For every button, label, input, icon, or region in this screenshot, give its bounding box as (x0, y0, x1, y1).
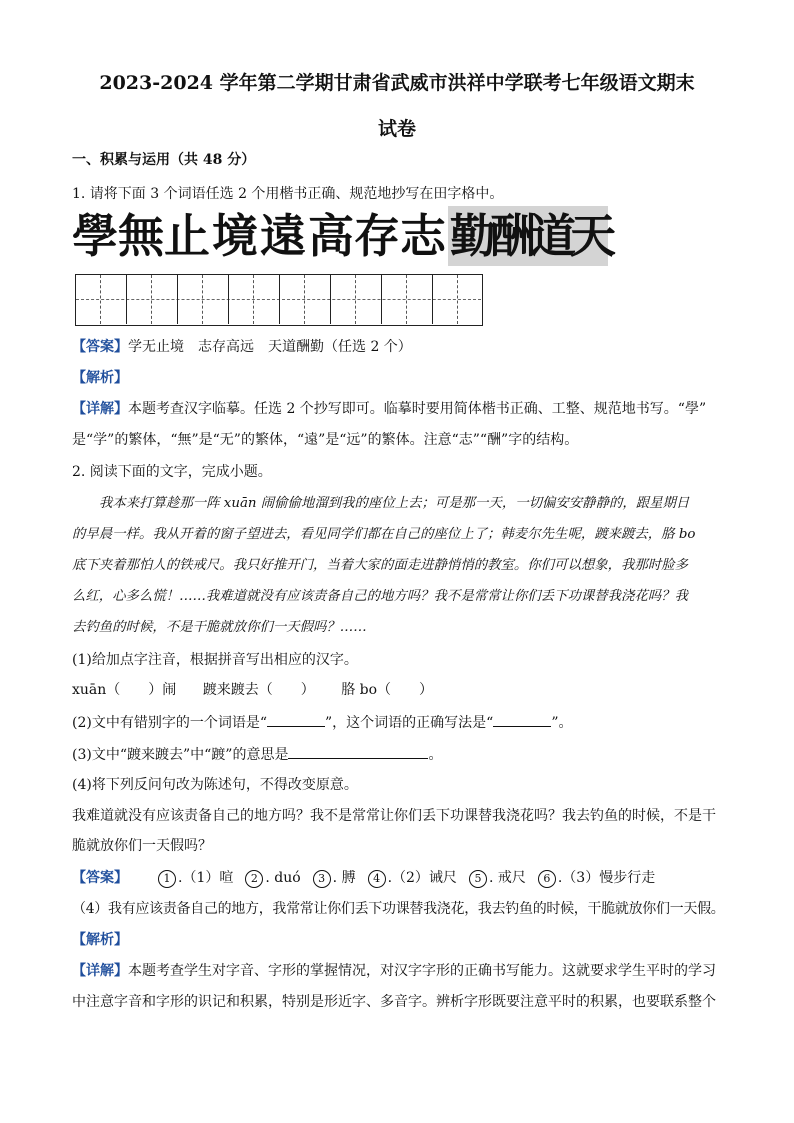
passage-line-5: 去钓鱼的时候，不是干脆就放你们一天假吗？…… (72, 620, 367, 635)
q1-detail-line-2: 是“学”的繁体，“無”是“无”的繁体，“遠”是“远”的繁体。注意“志”“酬”字的结构。 (72, 432, 579, 448)
q2-sub1-prompt: (1)给加点字注音，根据拼音写出相应的汉字。 (72, 652, 358, 668)
q2-detail-line-1 (72, 961, 724, 981)
q2-sub2 (72, 712, 724, 733)
answer-2: . duó (265, 870, 301, 886)
grid-cell-half (229, 275, 254, 324)
q2-detail-text-1: 本题考查学生对字音、字形的掌握情况，对汉字字形的正确书写能力。这就要求学生平时的学习 (128, 963, 716, 979)
grid-cell-half (254, 275, 280, 324)
exam-title-line-2: 试卷 (377, 118, 416, 140)
answer-tag: 【答案】 (72, 339, 128, 355)
sub2-blank-wrong-word[interactable] (267, 712, 325, 727)
answer-4: .（2）诫尺 (387, 870, 457, 886)
calligraphy-char: 無 (118, 209, 164, 263)
calligraphy-char: 道 (530, 209, 576, 263)
calligraphy-char: 存 (354, 209, 400, 263)
answer-5: . 戒尺 (488, 870, 526, 886)
sub1-item-bo[interactable]: 胳 bo（ ） (341, 682, 434, 698)
sub3-text-a: (3)文中“踱来踱去”中“踱”的意思是 (72, 747, 289, 763)
grid-cell-half (331, 275, 356, 324)
answer-tag: 【答案】 (72, 870, 128, 886)
sub1-item-xuan[interactable]: xuān（ ）闹 (72, 682, 177, 698)
answer-number-6: 6 (538, 870, 556, 888)
answer-number-1: 1 (158, 870, 176, 888)
grid-cell-half (433, 275, 458, 324)
calligraphy-char: 遠 (260, 209, 306, 263)
answer-6: .（3）慢步行走 (557, 870, 656, 886)
question-1-prompt: 1. 请将下面 3 个词语任选 2 个用楷书正确、规范地抄写在田字格中。 (72, 186, 504, 202)
detail-tag: 【详解】 (72, 401, 128, 417)
calligraphy-sample (72, 206, 616, 266)
q2-sub1-items (72, 680, 724, 700)
answer-number-5: 5 (469, 870, 487, 888)
q2-sub4-text-2: 脆就放你们一天假吗？ (72, 838, 212, 854)
q2-answer-line (72, 868, 724, 888)
calligraphy-char: 勤 (450, 209, 496, 263)
grid-cell-half (203, 275, 229, 324)
sub3-text-b: 。 (428, 747, 443, 763)
q2-analysis-tag: 【解析】 (72, 932, 128, 948)
q2-answer-4: （4）我有应该责备自己的地方，我常常让你们丢下功课替我浇花，我去钓鱼的时候，干脆就放你们一天假。 (72, 901, 725, 917)
passage-line-2: 的早晨一样。我从开着的窗子望进去，看见同学们都在自己的座位上了；韩麦尔先生呢，踱来踱去，胳 bo (72, 527, 696, 542)
exam-title-line-1: 2023-2024 学年第二学期甘肃省武威市洪祥中学联考七年级语文期末 (99, 72, 695, 94)
passage-line-3: 底下夹着那怕人的铁戒尺。我只好推开门，当着大家的面走进静悄悄的教室。你们可以想象，我那时脸多 (72, 558, 688, 573)
calligraphy-char: 志 (400, 209, 446, 263)
grid-cell-half (127, 275, 152, 324)
passage-line-1: 我本来打算趁那一阵 xuān 闹偷偷地溜到我的座位上去；可是那一天，一切偏安安静静的，跟星期日 (99, 496, 690, 511)
calligraphy-char: 境 (212, 209, 258, 263)
grid-cell-half (305, 275, 331, 324)
sub2-text-b: ”，这个词语的正确写法是“ (325, 715, 494, 731)
grid-cell-half (152, 275, 178, 324)
answer-number-2: 2 (245, 870, 263, 888)
q1-answer-line (72, 337, 724, 357)
grid-cell-half (101, 275, 127, 324)
q2-sub4-prompt: (4)将下列反问句改为陈述句，不得改变原意。 (72, 777, 358, 793)
q2-detail-line-2: 中注意字音和字形的识记和积累，特别是形近字、多音字。辨析字形既要注意平时的积累，也要联系整个 (72, 994, 716, 1010)
q1-detail-text-1: 本题考查汉字临摹。任选 2 个抄写即可。临摹时要用简体楷书正确、工整、规范地书写。“學” (128, 401, 707, 417)
q2-sub4-text-1: 我难道就没有应该责备自己的地方吗？我不是常常让你们丢下功课替我浇花吗？我去钓鱼的时候，不是干 (72, 808, 716, 824)
grid-cell-half (76, 275, 101, 324)
answer-1: .（1）喧 (178, 870, 234, 886)
answer-number-4: 4 (368, 870, 386, 888)
sub2-text-c: ”。 (551, 715, 573, 731)
calligraphy-char: 學 (72, 209, 118, 263)
q1-detail-line-1 (72, 399, 724, 419)
q1-analysis-tag: 【解析】 (72, 370, 128, 386)
grid-cell-half (382, 275, 407, 324)
calligraphy-char: 止 (164, 209, 210, 263)
grid-cell-half (407, 275, 433, 324)
sub2-blank-correct-word[interactable] (493, 712, 551, 727)
calligraphy-char: 酬 (490, 209, 536, 263)
answer-3: . 膊 (332, 870, 356, 886)
grid-cell-half (280, 275, 305, 324)
calligraphy-char: 天 (570, 209, 616, 263)
tianzige-writing-grid[interactable] (75, 274, 483, 326)
question-2-prompt: 2. 阅读下面的文字，完成小题。 (72, 464, 272, 480)
grid-cell-half (356, 275, 382, 324)
sub2-text-a: (2)文中有错别字的一个词语是“ (72, 715, 267, 731)
calligraphy-char: 高 (308, 209, 354, 263)
passage-line-4: 么红，心多么慌！……我难道就没有应该责备自己的地方吗？我不是常常让你们丢下功课替我浇花吗？我 (72, 589, 688, 604)
answer-number-3: 3 (313, 870, 331, 888)
grid-cell-half (178, 275, 203, 324)
sub3-blank-meaning[interactable] (288, 744, 428, 759)
sub1-item-duo[interactable]: 踱来踱去（ ） (202, 682, 315, 698)
detail-tag: 【详解】 (72, 963, 128, 979)
q2-sub3 (72, 744, 724, 765)
section-heading: 一、积累与运用（共 48 分） (72, 152, 256, 168)
q1-answer: 学无止境 志存高远 天道酬勤（任选 2 个） (128, 339, 412, 355)
